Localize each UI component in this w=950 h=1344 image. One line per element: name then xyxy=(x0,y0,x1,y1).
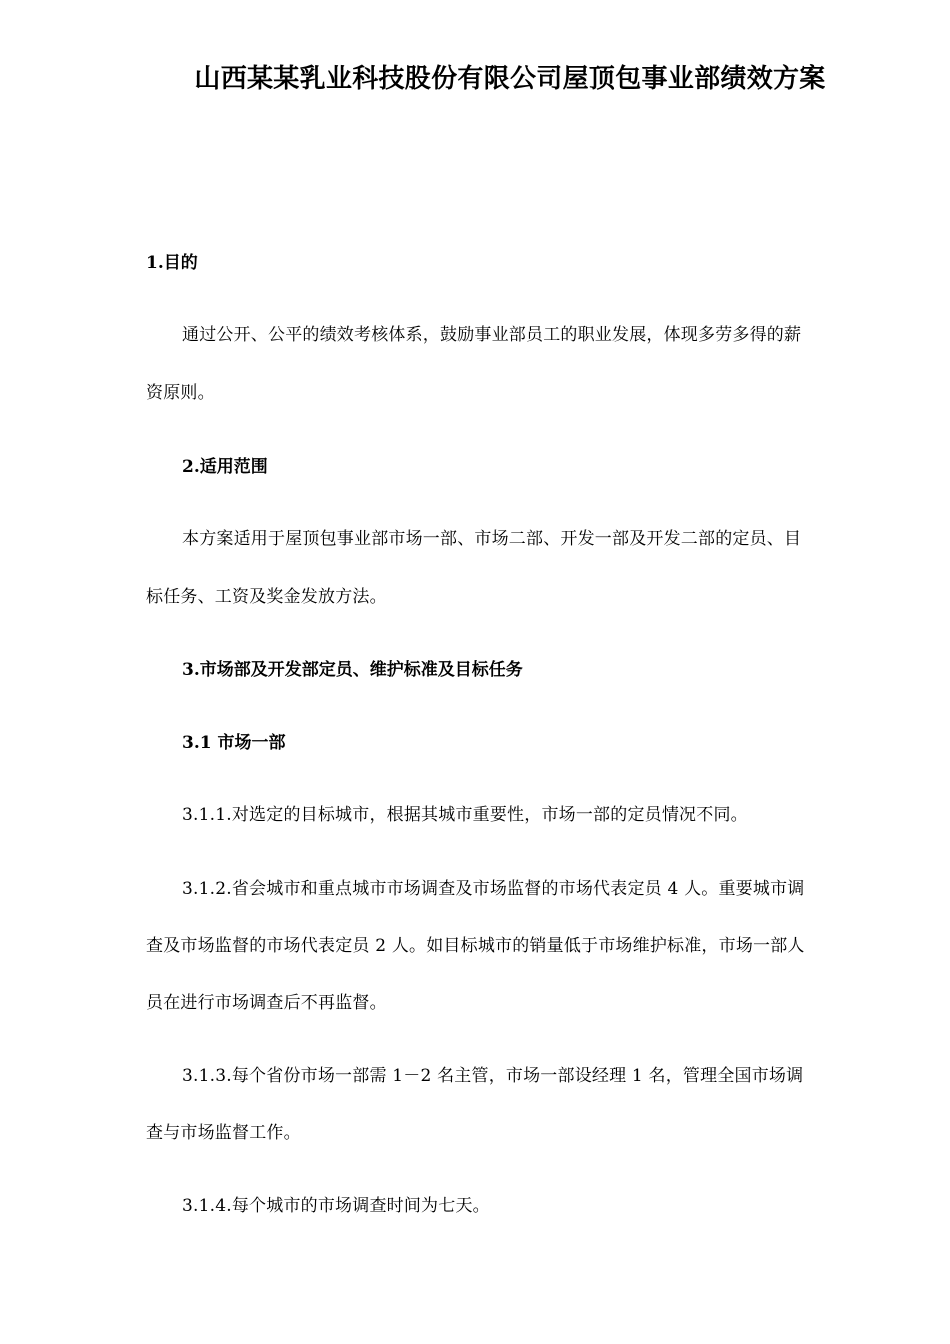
document-title: 山西某某乳业科技股份有限公司屋顶包事业部绩效方案 xyxy=(194,64,826,94)
clause-3-1-3-line-2: 查与市场监督工作。 xyxy=(146,1123,301,1143)
section-3-heading: 3.市场部及开发部定员、维护标准及目标任务 xyxy=(182,660,523,680)
section-2-paragraph-line-1: 本方案适用于屋顶包事业部市场一部、市场二部、开发一部及开发二部的定员、目 xyxy=(182,529,802,549)
clause-3-1-1: 3.1.1.对选定的目标城市，根据其城市重要性，市场一部的定员情况不同。 xyxy=(182,805,748,825)
section-1-paragraph-line-2: 资原则。 xyxy=(146,383,215,403)
section-2-heading: 2.适用范围 xyxy=(182,457,268,477)
clause-3-1-4: 3.1.4.每个城市的市场调查时间为七天。 xyxy=(182,1196,490,1216)
clause-3-1-2-line-3: 员在进行市场调查后不再监督。 xyxy=(146,993,387,1013)
section-3-1-heading: 3.1 市场一部 xyxy=(182,733,286,753)
section-2-paragraph-line-2: 标任务、工资及奖金发放方法。 xyxy=(146,587,387,607)
clause-3-1-2-line-1: 3.1.2.省会城市和重点城市市场调查及市场监督的市场代表定员 4 人。重要城市调 xyxy=(182,879,805,899)
section-1-heading: 1.目的 xyxy=(146,253,198,273)
section-1-paragraph-line-1: 通过公开、公平的绩效考核体系，鼓励事业部员工的职业发展，体现多劳多得的薪 xyxy=(182,325,802,345)
clause-3-1-3-line-1: 3.1.3.每个省份市场一部需 1－2 名主管，市场一部设经理 1 名，管理全国市场调 xyxy=(182,1066,804,1086)
clause-3-1-2-line-2: 查及市场监督的市场代表定员 2 人。如目标城市的销量低于市场维护标准，市场一部人 xyxy=(146,936,805,956)
